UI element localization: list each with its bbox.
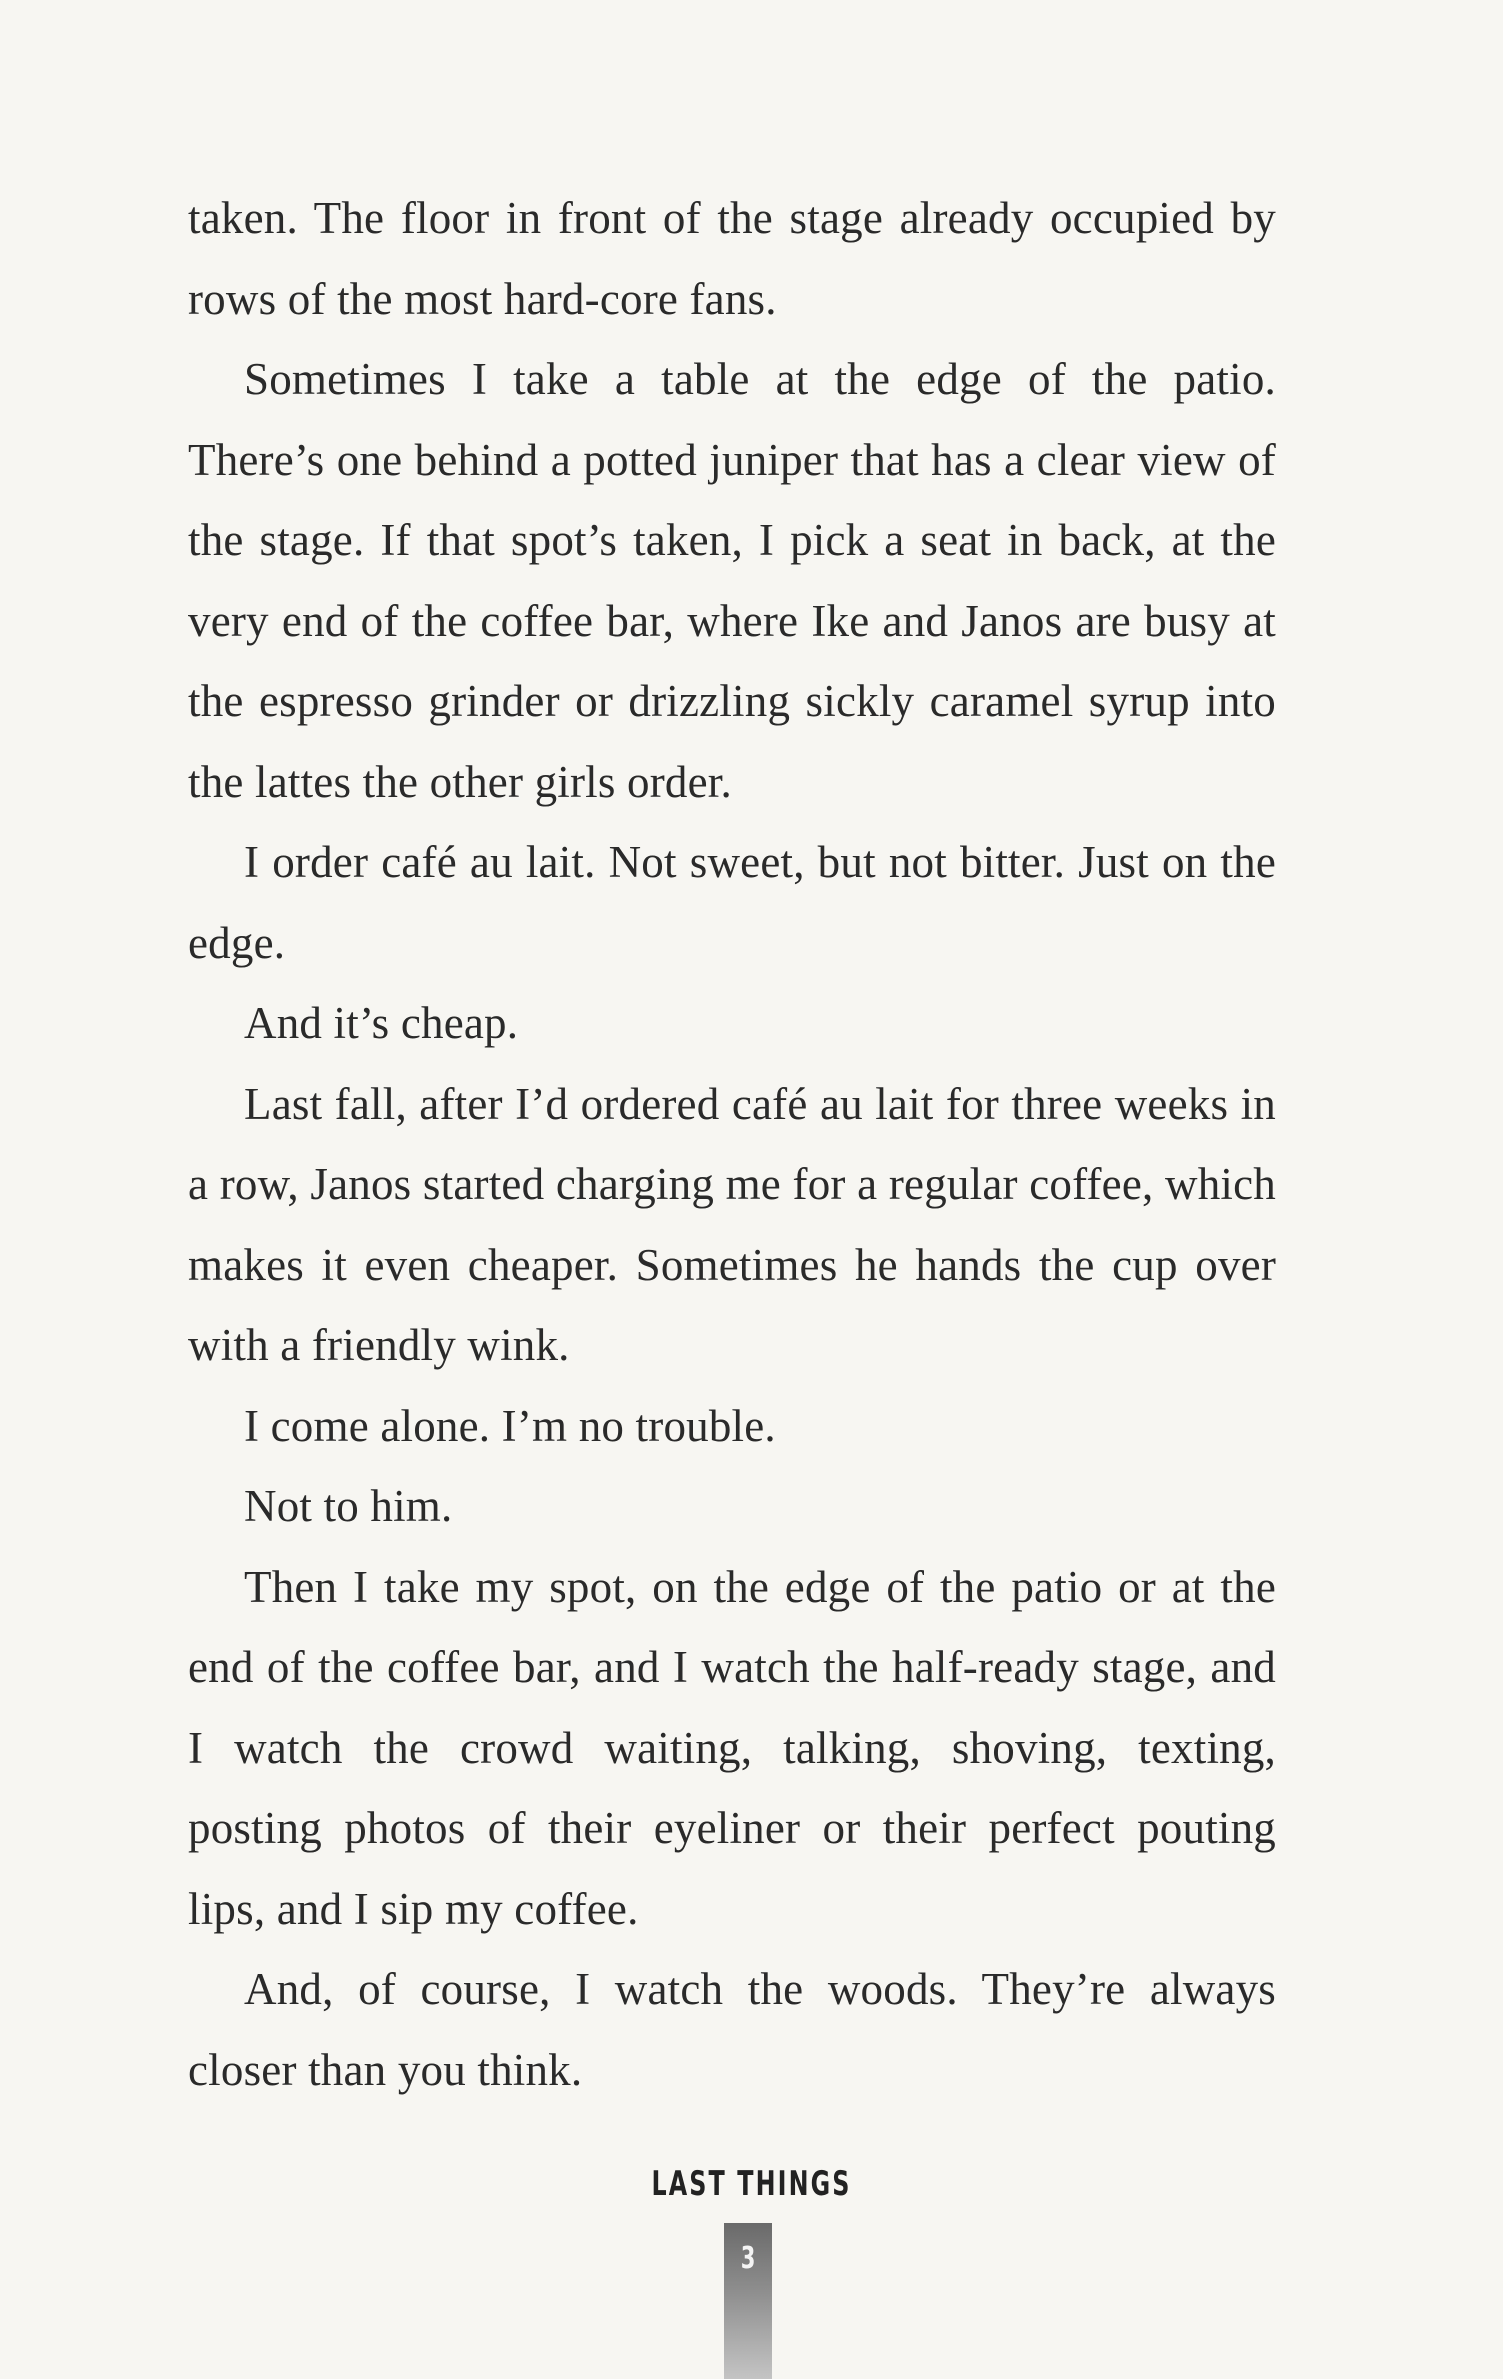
running-footer-title: LAST THINGS [651, 2164, 852, 2204]
paragraph-8: Then I take my spot, on the edge of the patio or at the end of the coffee bar, and I watch the half-ready stage, and I watch the crowd waiting, talking, shoving, texting, posting photos of their eyeliner or their perfect pouting lips, and I sip my coffee. [188, 1561, 1276, 1934]
paragraph-4: And it’s cheap. [244, 998, 519, 1048]
page-number: 3 [740, 2241, 756, 2276]
paragraph-6: I come alone. I’m no trouble. [244, 1400, 776, 1451]
paragraph-2: Sometimes I take a table at the edge of the patio. There’s one behind a potted juniper that has a clear view of the stage. If that spot’s taken, I pick a seat in back, at the very end of the coffee bar, where Ike and Janos are busy at the espresso grinder or drizzling sickly caramel syrup into the lattes the other girls order. [188, 354, 1276, 807]
page-number-tab [724, 2223, 772, 2379]
paragraph-5: Last fall, after I’d ordered café au lait for three weeks in a row, Janos started charging me for a regular coffee, which makes it even cheaper. Sometimes he hands the cup over with a friendly wink. [188, 1078, 1276, 1370]
paragraph-3: I order café au lait. Not sweet, but not bitter. Just on the edge. [188, 837, 1276, 968]
body-text [188, 178, 1276, 2110]
paragraph-1: taken. The floor in front of the stage already occupied by rows of the most hard-core fans. [188, 193, 1276, 324]
paragraph-9: And, of course, I watch the woods. They’re always closer than you think. [188, 1964, 1276, 2095]
paragraph-7: Not to him. [244, 1481, 453, 1531]
